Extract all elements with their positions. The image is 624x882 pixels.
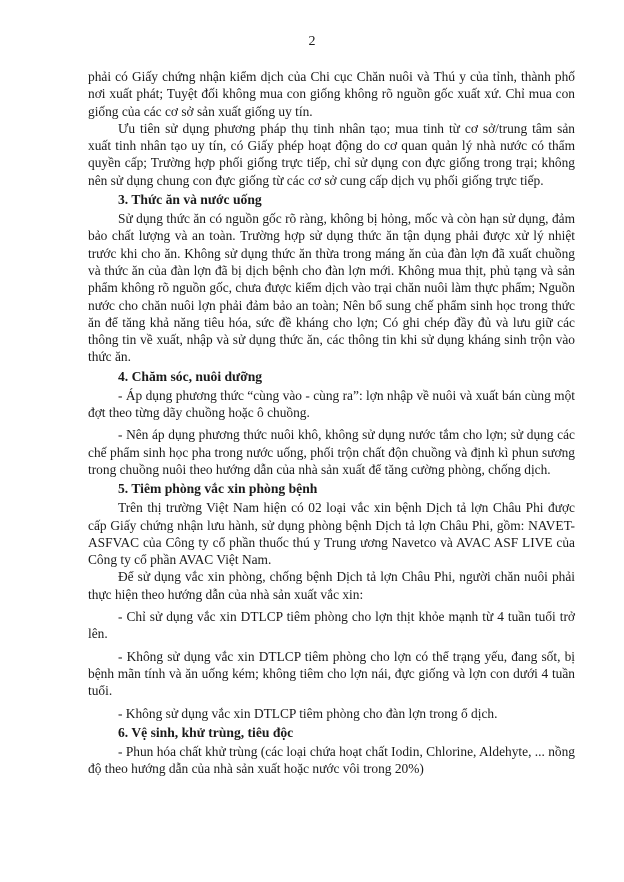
paragraph: Trên thị trường Việt Nam hiện có 02 loại vắc xin bệnh Dịch tả lợn Châu Phi được cấp Giấy chứng nhận lưu hành, sử dụng phòng bệnh Dịch tả lợn Châu Phi, gồm: NAVET-ASFVAC của Công ty cổ phần thuốc thú y Trung ương Navetco và AVAC ASF LIVE của Công ty cổ phần AVAC Việt Nam. <box>88 500 575 568</box>
document-body <box>88 68 575 777</box>
paragraph: phải có Giấy chứng nhận kiểm dịch của Chi cục Chăn nuôi và Thú y của tỉnh, thành phố nơi xuất phát; Tuyệt đối không mua con giống không rõ nguồn gốc xuất xứ. Chỉ mua con giống của các cơ sở sản xuất giống uy tín. <box>88 69 575 119</box>
section-heading: 5. Tiêm phòng vắc xin phòng bệnh <box>118 481 318 497</box>
section-heading: 3. Thức ăn và nước uống <box>118 192 262 208</box>
section-heading: 6. Vệ sinh, khử trùng, tiêu độc <box>118 724 294 740</box>
page-number: 2 <box>308 34 316 49</box>
paragraph: - Chỉ sử dụng vắc xin DTLCP tiêm phòng cho lợn thịt khỏe mạnh từ 4 tuần tuổi trở lên. <box>88 609 575 642</box>
paragraph: - Áp dụng phương thức “cùng vào - cùng ra”: lợn nhập về nuôi và xuất bán cùng một đợt theo từng dãy chuồng hoặc ô chuồng. <box>88 387 575 421</box>
paragraph: Sử dụng thức ăn có nguồn gốc rõ ràng, không bị hỏng, mốc và còn hạn sử dụng, đảm bảo chất lượng và an toàn. Trường hợp sử dụng thức ăn tận dụng phải được xử lý nhiệt trước khi cho ăn. Không sử dụng thức ăn thừa trong máng ăn của đàn lợn đã xuất chuồng và thức ăn của đàn lợn đã bị dịch bệnh cho đàn lợn mới. Không mua thịt, phủ tạng và sản phẩm không rõ nguồn gốc, chưa được kiểm dịch vào trại chăn nuôi làm thực phẩm; Nguồn nước cho chăn nuôi lợn phải đảm bảo an toàn; Nên bổ sung chế phẩm sinh học trong thức ăn để tăng khả năng tiêu hóa, sức đề kháng cho lợn; Có ghi chép đầy đủ và lưu giữ các thông tin về xuất, nhập và sử dụng thức ăn, các thông tin khi sử dụng kháng sinh trộn vào thức ăn. <box>88 211 575 365</box>
paragraph: - Không sử dụng vắc xin DTLCP tiêm phòng cho lợn có thể trạng yếu, đang sốt, bị bệnh mãn tính và ăn uống kém; không tiêm cho lợn nái, đực giống và lợn con dưới 4 tuần tuổi. <box>88 648 575 699</box>
paragraph: Để sử dụng vắc xin phòng, chống bệnh Dịch tả lợn Châu Phi, người chăn nuôi phải thực hiện theo hướng dẫn của nhà sản xuất vắc xin: <box>88 569 575 602</box>
paragraph: - Phun hóa chất khử trùng (các loại chứa hoạt chất Iodin, Chlorine, Aldehyte, ... nồng độ theo hướng dẫn của nhà sản xuất hoặc nước vôi trong 20%) <box>88 743 575 777</box>
paragraph: Ưu tiên sử dụng phương pháp thụ tinh nhân tạo; mua tinh từ cơ sở/trung tâm sản xuất tinh nhân tạo uy tín, có Giấy phép hoạt động do cơ quan quản lý nhà nước có thẩm quyền cấp; Trường hợp phối giống trực tiếp, chỉ sử dụng con đực giống trong trại; không nên sử dụng chung con đực giống từ các cơ sở cung cấp dịch vụ phối giống trực tiếp. <box>88 120 575 188</box>
paragraph: - Nên áp dụng phương thức nuôi khô, không sử dụng nước tắm cho lợn; sử dụng các chế phẩm sinh học pha trong nước uống, phối trộn chất độn chuồng và định kì phun sương trong chuồng nuôi theo hướng dẫn của nhà sản xuất để tăng cường phòng, chống dịch. <box>88 427 575 477</box>
section-heading: 4. Chăm sóc, nuôi dưỡng <box>118 368 263 384</box>
paragraph: - Không sử dụng vắc xin DTLCP tiêm phòng cho đàn lợn trong ổ dịch. <box>118 705 498 721</box>
